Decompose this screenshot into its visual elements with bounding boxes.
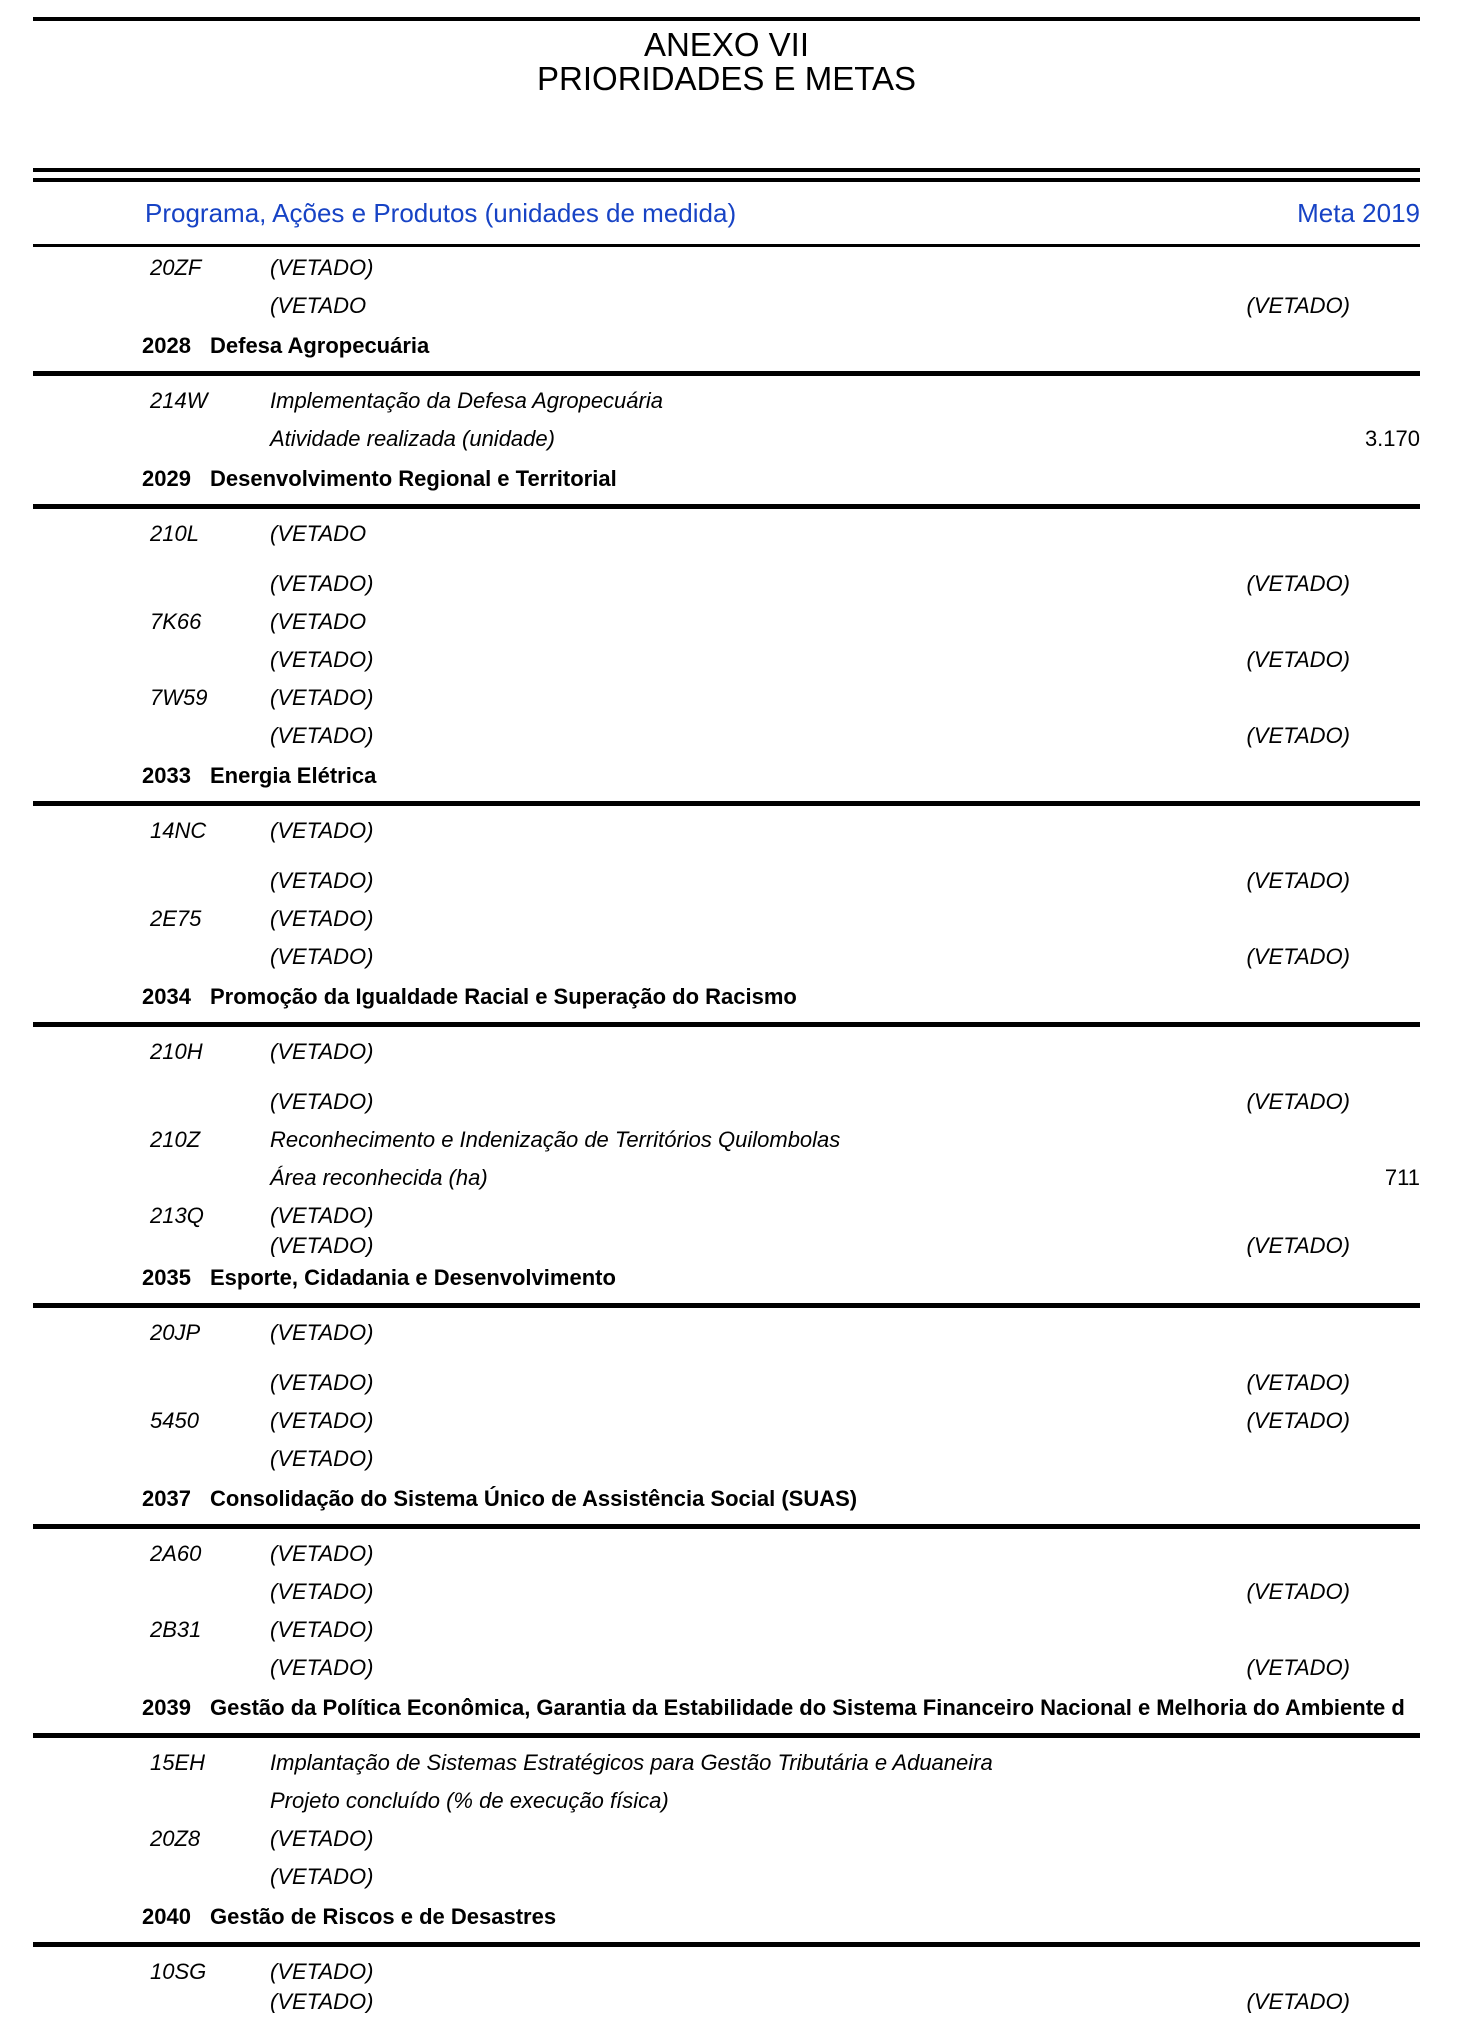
action-code: 210L [150, 521, 199, 546]
program-row [33, 458, 1420, 500]
section-rule [33, 1303, 1420, 1308]
action-code: 14NC [150, 818, 207, 843]
action-code: 210Z [150, 1127, 201, 1152]
meta-vetado: (VETADO) [1246, 1655, 1350, 1680]
program-title: Esporte, Cidadania e Desenvolvimento [210, 1265, 616, 1290]
action-row [33, 679, 1420, 717]
top-rule [33, 17, 1420, 21]
program-title: Consolidação do Sistema Único de Assistência Social (SUAS) [210, 1486, 858, 1511]
row-text: (VETADO) [270, 1446, 374, 1471]
row-text: (VETADO) [270, 1959, 374, 1984]
action-code: 7W59 [150, 685, 208, 710]
row-text: (VETADO) [270, 255, 374, 280]
action-row [33, 1121, 1420, 1159]
section-rule [33, 504, 1420, 509]
meta-vetado: (VETADO) [1246, 1235, 1350, 1257]
row-text: (VETADO) [270, 1370, 374, 1395]
row-text: (VETADO) [270, 1655, 374, 1680]
action-code: 15EH [150, 1750, 206, 1775]
row-text: (VETADO) [270, 1826, 374, 1851]
row-text: Reconhecimento e Indenização de Territórios Quilombolas [270, 1127, 841, 1152]
product-row [33, 641, 1420, 679]
program-code: 2029 [142, 466, 191, 491]
action-code: 2B31 [150, 1617, 202, 1642]
action-code: 2E75 [150, 906, 202, 931]
program-title: Defesa Agropecuária [210, 333, 430, 358]
meta-vetado: (VETADO) [1246, 1579, 1350, 1604]
action-row [33, 812, 1420, 850]
product-row [33, 1991, 1420, 2013]
product-row [33, 565, 1420, 603]
product-row [33, 1858, 1420, 1896]
row-text: Implementação da Defesa Agropecuária [270, 388, 663, 413]
row-text: (VETADO) [270, 818, 374, 843]
product-row [33, 287, 1420, 325]
product-row [33, 420, 1420, 458]
program-title: Gestão da Política Econômica, Garantia da Estabilidade do Sistema Financeiro Nacional e Melhoria do Ambiente d [210, 1695, 1405, 1720]
product-row [33, 1364, 1420, 1402]
action-code: 7K66 [150, 609, 202, 634]
row-text: (VETADO) [270, 1320, 374, 1345]
table-header [33, 182, 1420, 244]
action-row [33, 1953, 1420, 1991]
action-code: 213Q [150, 1203, 204, 1228]
program-title: Promoção da Igualdade Racial e Superação do Racismo [210, 984, 797, 1009]
row-text: Atividade realizada (unidade) [270, 426, 555, 451]
double-rule [33, 168, 1420, 182]
row-text: (VETADO) [270, 868, 374, 893]
row-text: (VETADO) [270, 944, 374, 969]
row-text: Projeto concluído (% de execução física) [270, 1788, 669, 1813]
row-text: (VETADO) [270, 1541, 374, 1566]
row-text: Implantação de Sistemas Estratégicos para Gestão Tributária e Aduaneira [270, 1750, 993, 1775]
row-text: (VETADO [270, 609, 367, 634]
section-rule [33, 1733, 1420, 1738]
meta-value: 711 [1384, 1165, 1420, 1190]
program-row [33, 1257, 1420, 1299]
action-row [33, 1197, 1420, 1235]
program-title: Desenvolvimento Regional e Territorial [210, 466, 617, 491]
action-code: 10SG [150, 1959, 207, 1984]
program-title: Gestão de Riscos e de Desastres [210, 1904, 557, 1929]
meta-vetado: (VETADO) [1246, 1408, 1350, 1433]
meta-vetado: (VETADO) [1246, 944, 1350, 969]
row-text: (VETADO) [270, 1235, 374, 1257]
program-code: 2039 [142, 1695, 191, 1720]
meta-vetado: (VETADO) [1246, 1089, 1350, 1114]
program-code: 2033 [142, 763, 191, 788]
meta-vetado: (VETADO) [1246, 1370, 1350, 1395]
program-row [33, 1896, 1420, 1938]
action-row [33, 515, 1420, 553]
meta-vetado: (VETADO) [1246, 723, 1350, 748]
action-row [33, 382, 1420, 420]
action-row [33, 1611, 1420, 1649]
row-text: (VETADO [270, 293, 367, 318]
action-code: 5450 [150, 1408, 199, 1433]
program-row [33, 976, 1420, 1018]
row-text: (VETADO) [270, 1203, 374, 1228]
product-row [33, 1782, 1420, 1820]
meta-vetado: (VETADO) [1246, 647, 1350, 672]
program-row [33, 1478, 1420, 1520]
row-text: (VETADO) [270, 906, 374, 931]
meta-value: 3.170 [1364, 426, 1420, 451]
product-row [33, 862, 1420, 900]
row-text: (VETADO) [270, 723, 374, 748]
row-text: (VETADO) [270, 1089, 374, 1114]
action-row [33, 900, 1420, 938]
row-text: (VETADO) [270, 1991, 374, 2013]
action-row [33, 1820, 1420, 1858]
section-rule [33, 1524, 1420, 1529]
product-row [33, 1235, 1420, 1257]
document-page [0, 17, 1464, 2013]
row-text: (VETADO) [270, 1864, 374, 1889]
action-row [33, 1314, 1420, 1352]
program-title: Energia Elétrica [210, 763, 377, 788]
row-text: (VETADO) [270, 1039, 374, 1064]
meta-vetado: (VETADO) [1246, 1991, 1350, 2013]
section-rule [33, 371, 1420, 376]
program-code: 2035 [142, 1265, 191, 1290]
row-text: (VETADO) [270, 1617, 374, 1642]
table-body [33, 247, 1420, 2013]
action-row [33, 603, 1420, 641]
action-row [33, 1535, 1420, 1573]
product-row [33, 1573, 1420, 1611]
action-code: 20JP [150, 1320, 201, 1345]
section-rule [33, 1022, 1420, 1027]
program-code: 2028 [142, 333, 191, 358]
meta-vetado: (VETADO) [1246, 868, 1350, 893]
document-title [33, 28, 1420, 96]
program-row [33, 755, 1420, 797]
product-row [33, 1083, 1420, 1121]
program-code: 2040 [142, 1904, 191, 1929]
program-code: 2037 [142, 1486, 191, 1511]
action-row [33, 1744, 1420, 1782]
row-text: (VETADO) [270, 647, 374, 672]
product-row [33, 1649, 1420, 1687]
program-row [33, 1687, 1420, 1729]
column-header-programs: Programa, Ações e Produtos (unidades de medida) [145, 197, 737, 228]
program-row [33, 325, 1420, 367]
product-row [33, 1159, 1420, 1197]
title-line-1: ANEXO VII [643, 26, 810, 63]
row-text: Área reconhecida (ha) [270, 1165, 488, 1190]
action-code: 20Z8 [150, 1826, 201, 1851]
row-text: (VETADO) [270, 685, 374, 710]
column-header-meta-2019: Meta 2019 [1297, 197, 1420, 228]
action-code: 214W [150, 388, 208, 413]
section-rule [33, 801, 1420, 806]
meta-vetado: (VETADO) [1246, 571, 1350, 596]
action-code: 2A60 [150, 1541, 202, 1566]
program-code: 2034 [142, 984, 191, 1009]
title-line-2: PRIORIDADES E METAS [537, 60, 916, 97]
row-text: (VETADO) [270, 1579, 374, 1604]
action-code: 210H [150, 1039, 203, 1064]
action-row [33, 249, 1420, 287]
product-row [33, 938, 1420, 976]
meta-vetado: (VETADO) [1246, 293, 1350, 318]
product-row [33, 1440, 1420, 1478]
row-text: (VETADO) [270, 571, 374, 596]
section-rule [33, 1942, 1420, 1947]
action-row [33, 1402, 1420, 1440]
row-text: (VETADO) [270, 1408, 374, 1433]
product-row [33, 717, 1420, 755]
action-code: 20ZF [150, 255, 202, 280]
row-text: (VETADO [270, 521, 367, 546]
action-row [33, 1033, 1420, 1071]
